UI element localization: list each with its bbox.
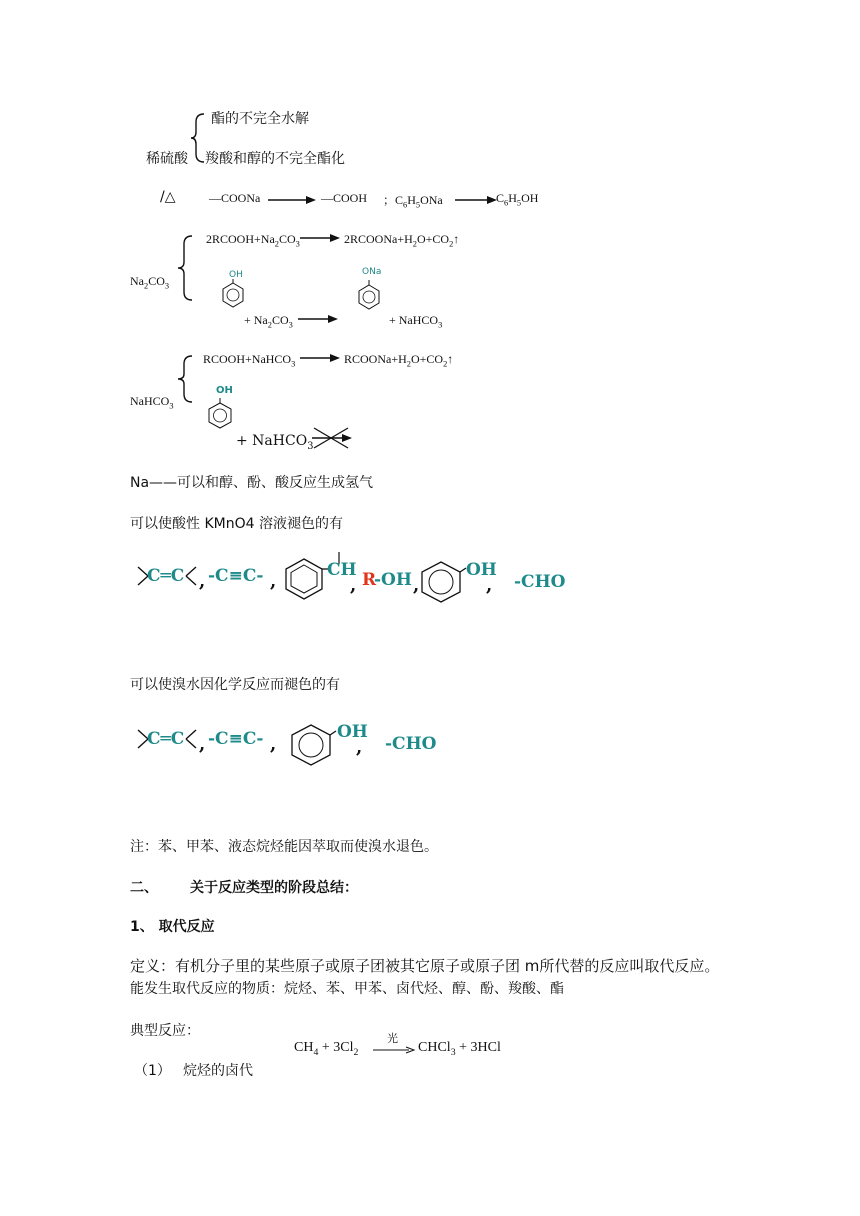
alkene-group: C═C bbox=[147, 566, 185, 586]
benzene-ring-icon bbox=[208, 402, 232, 430]
cooh-text: —COOH bbox=[321, 191, 368, 205]
equation-right: CHCl$_3$ + 3HCl bbox=[418, 1040, 501, 1058]
na2co3-label: $Na_2CO_3$ bbox=[130, 274, 170, 291]
no-reaction-crossed-arrow-icon bbox=[310, 426, 352, 450]
extraction-note: 注：苯、甲苯、液态烷烃能因萃取而使溴水退色。 bbox=[130, 839, 438, 855]
section-title: 关于反应类型的阶段总结： bbox=[190, 880, 358, 896]
item-number: （1） bbox=[134, 1063, 171, 1079]
arrow-icon bbox=[300, 354, 340, 362]
equation-condition: 光 bbox=[387, 1032, 398, 1045]
na2co3-eq2-left: + $Na_2CO_3$ bbox=[244, 313, 293, 330]
comma: , bbox=[199, 734, 206, 755]
phenol-oh-group: OH bbox=[337, 722, 368, 742]
nahco3-eq1-right: $RCOONa+H_2O+CO_2↑$ bbox=[344, 352, 454, 369]
alcohol-oh-group: -OH bbox=[374, 570, 412, 590]
ester-hydrolysis-text: 酯的不完全水解 bbox=[211, 111, 309, 127]
arrow-icon bbox=[300, 234, 340, 242]
alcohol-r-group: R bbox=[362, 570, 377, 590]
na2co3-eq1-left: $2RCOOH+Na_2CO_3$ bbox=[206, 232, 300, 249]
oh-label: OH bbox=[229, 270, 243, 280]
ona-label: ONa bbox=[362, 267, 382, 277]
arrow-icon bbox=[373, 1046, 415, 1054]
aldehyde-group: -CHO bbox=[385, 734, 437, 754]
benzylic-ch-group: CH bbox=[327, 560, 357, 580]
arrow-icon bbox=[268, 196, 316, 204]
substances-text: 能发生取代反应的物质：烷烃、苯、甲苯、卤代烃、醇、酚、羧酸、酯 bbox=[130, 981, 564, 997]
item-text: 烷烃的卤代 bbox=[183, 1063, 253, 1079]
arrow-icon bbox=[298, 315, 338, 323]
subsection-title: 1、 取代反应 bbox=[130, 919, 215, 935]
comma: , bbox=[486, 575, 493, 596]
benzene-ring-icon bbox=[357, 284, 381, 310]
esterification-text: 羧酸和醇的不完全酯化 bbox=[205, 151, 345, 167]
nahco3-eq1-left: RCOOH+NaHCO$_3$ bbox=[203, 352, 296, 369]
heat-prefix: /△ bbox=[160, 189, 176, 205]
na2co3-eq1-right: $2RCOONa+H_2O+CO_2↑$ bbox=[344, 232, 460, 249]
benzene-ring-icon bbox=[420, 560, 464, 606]
alkene-bonds-right-icon bbox=[184, 727, 198, 751]
na2co3-eq2-right: + NaHCO$_3$ bbox=[389, 313, 443, 330]
kmno4-title: 可以使酸性 KMnO4 溶液褪色的有 bbox=[130, 516, 343, 532]
bromine-title: 可以使溴水因化学反应而褪色的有 bbox=[130, 677, 340, 693]
alkene-group: C═C bbox=[147, 729, 185, 749]
benzene-ring-icon bbox=[284, 557, 326, 603]
comma: , bbox=[270, 734, 277, 755]
comma: , bbox=[413, 575, 420, 596]
comma: , bbox=[356, 737, 363, 758]
nahco3-eq2-left: + NaHCO$_3$ bbox=[236, 433, 314, 452]
brace-icon bbox=[176, 354, 198, 404]
oh-label: OH bbox=[216, 385, 233, 396]
comma: , bbox=[199, 571, 206, 592]
dilute-sulfuric-acid-label: 稀硫酸 bbox=[146, 151, 188, 167]
alkyne-group: -C≡C- bbox=[208, 566, 264, 586]
comma: , bbox=[350, 575, 357, 596]
phenolate-text: ；$C_6H_5ONa$ bbox=[383, 193, 443, 210]
coona-text: —COONa bbox=[209, 191, 261, 205]
nahco3-label: NaHCO$_3$ bbox=[130, 394, 174, 411]
benzene-ring-icon bbox=[290, 723, 334, 769]
equation-left: $CH_4 + 3Cl_2$ bbox=[294, 1040, 359, 1058]
alkene-bonds-right-icon bbox=[184, 564, 198, 588]
comma: , bbox=[270, 571, 277, 592]
definition-text: 定义：有机分子里的某些原子或原子团被其它原子或原子团 m所代替的反应叫取代反应。 bbox=[130, 957, 720, 975]
arrow-icon bbox=[455, 196, 497, 204]
phenol-formula-text: $C_6H_5OH$ bbox=[496, 191, 539, 208]
brace-icon bbox=[176, 234, 198, 302]
aldehyde-group: -CHO bbox=[514, 572, 566, 592]
phenol-oh-group: OH bbox=[466, 560, 497, 580]
section-number: 二、 bbox=[130, 880, 158, 896]
sodium-reaction-text: Na——可以和醇、酚、酸反应生成氢气 bbox=[130, 475, 374, 491]
benzene-ring-icon bbox=[221, 282, 245, 308]
typical-reaction-label: 典型反应： bbox=[130, 1023, 200, 1039]
alkyne-group: -C≡C- bbox=[208, 729, 264, 749]
